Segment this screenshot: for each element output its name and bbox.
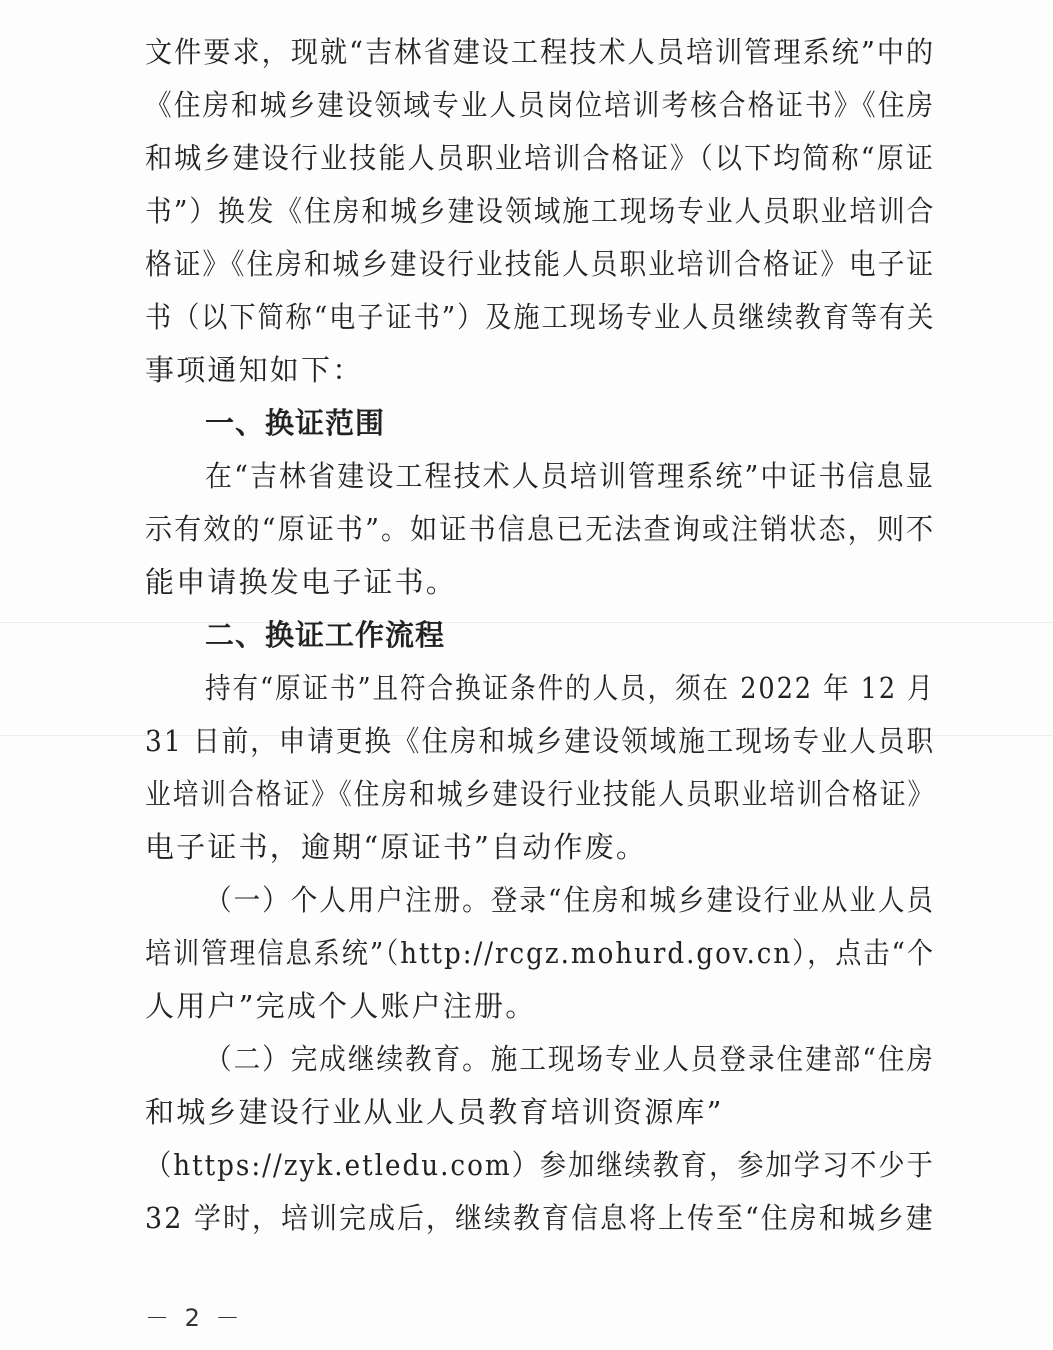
paragraph-line: 书”）换发《住房和城乡建设领域施工现场专业人员职业培训合 [145,194,936,228]
paragraph-line: 和城乡建设行业从业人员教育培训资源库” [145,1095,724,1129]
section-heading-process: 二、换证工作流程 [205,618,446,652]
paragraph-line: （https://zyk.etledu.com）参加继续教育，参加学习不少于 [145,1148,935,1182]
paragraph-line: （二）完成继续教育。施工现场专业人员登录住建部“住房 [205,1042,936,1076]
paragraph-line: 文件要求，现就“吉林省建设工程技术人员培训管理系统”中的 [145,35,936,69]
scan-artifact-line [0,622,1053,623]
paragraph-line: 书（以下简称“电子证书”）及施工现场专业人员继续教育等有关 [145,300,936,334]
paragraph-line: 电子证书，逾期“原证书”自动作废。 [145,830,648,864]
paragraph-line: 《住房和城乡建设领域专业人员岗位培训考核合格证书》《住房 [145,88,936,122]
paragraph-line: 能申请换发电子证书。 [145,565,458,599]
paragraph-line: 32 学时，培训完成后，继续教育信息将上传至“住房和城乡建 [145,1201,935,1235]
paragraph-line: 培训管理信息系统”（http://rcgz.mohurd.gov.cn），点击“个 [145,936,935,970]
paragraph-line: 在“吉林省建设工程技术人员培训管理系统”中证书信息显 [205,459,935,493]
paragraph-line: 和城乡建设行业技能人员职业培训合格证》（以下均简称“原证 [145,141,935,175]
page-number: － 2 － [145,1304,244,1332]
paragraph-line: 持有“原证书”且符合换证条件的人员，须在 2022 年 12 月 [205,671,935,705]
section-heading-scope: 一、换证范围 [205,406,386,440]
paragraph-line: 事项通知如下： [145,353,364,387]
paragraph-line: （一）个人用户注册。登录“住房和城乡建设行业从业人员 [205,883,936,917]
paragraph-line: 格证》《住房和城乡建设行业技能人员职业培训合格证》电子证 [145,247,936,281]
paragraph-line: 人用户”完成个人账户注册。 [145,989,537,1023]
paragraph-line: 业培训合格证》《住房和城乡建设行业技能人员职业培训合格证》 [145,777,936,811]
paragraph-line: 31 日前，申请更换《住房和城乡建设领域施工现场专业人员职 [145,724,935,758]
paragraph-line: 示有效的“原证书”。如证书信息已无法查询或注销状态，则不 [145,512,936,546]
